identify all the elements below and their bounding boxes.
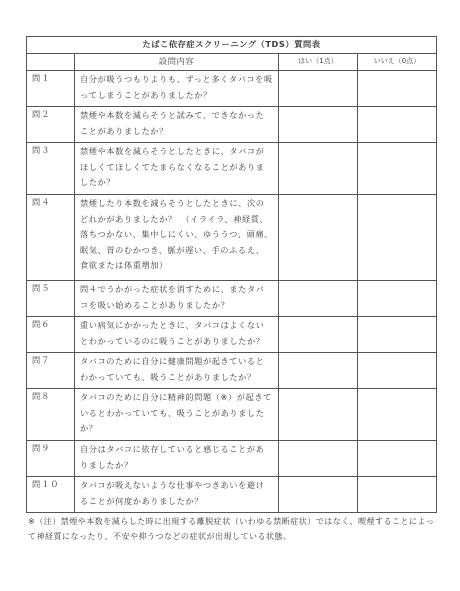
question-row [27,195,437,281]
answer-yes-cell[interactable] [279,143,358,195]
table-title-row [27,37,437,54]
answer-no-cell[interactable] [358,317,437,353]
question-text: 自分はタバコに依存していると感じることがありましたか？ [75,441,279,477]
header-number-cell [27,54,75,71]
answer-yes-cell[interactable] [279,353,358,389]
question-row [27,107,437,143]
question-number: 問７ [27,353,75,389]
question-number: 問４ [27,195,75,281]
question-text: タバコのために自分に健康問題が起きているとわかっていても、吸うことがありましたか？ [75,353,279,389]
answer-no-cell[interactable] [358,107,437,143]
answer-yes-cell[interactable] [279,195,358,281]
answer-yes-cell[interactable] [279,281,358,317]
answer-yes-cell[interactable] [279,107,358,143]
question-number: 問８ [27,389,75,441]
question-row [27,389,437,441]
question-row [27,71,437,107]
question-number: 問１ [27,71,75,107]
question-number: 問９ [27,441,75,477]
question-row [27,441,437,477]
answer-yes-cell[interactable] [279,441,358,477]
header-no: いいえ（0点） [358,54,437,71]
question-text: 禁煙や本数を減らそうと試みて、できなかったことがありましたか？ [75,107,279,143]
question-text: タバコのために自分に精神的問題（※）が起きているとわかっていても、吸うことがありましたか？ [75,389,279,441]
question-number: 問５ [27,281,75,317]
header-yes: はい（1点） [279,54,358,71]
question-row [27,281,437,317]
question-number: 問２ [27,107,75,143]
answer-yes-cell[interactable] [279,317,358,353]
question-text: 禁煙したり本数を減らそうとしたときに、次のどれかがありましたか？ （イライラ、神経質、落ちつかない、集中しにくい、ゆううつ、頭痛、眠気、胃のむかつき、脈が遅い、手のふるえ、食欲または体重増加） [75,195,279,281]
answer-no-cell[interactable] [358,477,437,513]
question-row [27,143,437,195]
answer-yes-cell[interactable] [279,71,358,107]
question-row [27,477,437,513]
question-number: 問３ [27,143,75,195]
footnote: ※（注）禁煙や本数を減らした時に出現する離脱症状（いわゆる禁断症状）ではなく、喫煙することによって神経質になったり、不安や抑うつなどの症状が出現している状態。 [28,517,435,541]
answer-no-cell[interactable] [358,195,437,281]
answer-no-cell[interactable] [358,143,437,195]
question-number: 問６ [27,317,75,353]
question-text: 重い病気にかかったときに、タバコはよくないとわかっているのに吸うことがありましたか？ [75,317,279,353]
question-text: タバコが吸えないような仕事やつきあいを避けることが何度かありましたか？ [75,477,279,513]
answer-no-cell[interactable] [358,71,437,107]
header-question: 設問内容 [75,54,279,71]
answer-no-cell[interactable] [358,389,437,441]
question-row [27,317,437,353]
answer-yes-cell[interactable] [279,389,358,441]
question-number: 問１０ [27,477,75,513]
answer-no-cell[interactable] [358,441,437,477]
question-text: 禁煙や本数を減らそうとしたときに、タバコがほしくてほしくてたまらなくなることがありましたか？ [75,143,279,195]
answer-no-cell[interactable] [358,281,437,317]
table-title: たばこ依存症スクリーニング（TDS）質問表 [27,37,437,54]
answer-no-cell[interactable] [358,353,437,389]
answer-yes-cell[interactable] [279,477,358,513]
question-text: 問４でうかがった症状を消すために、またタバコを吸い始めることがありましたか？ [75,281,279,317]
table-header-row [27,54,437,71]
tds-questionnaire-table [26,36,437,513]
question-row [27,353,437,389]
question-text: 自分が吸うつもりよりも、ずっと多くタバコを吸ってしまうことがありましたか？ [75,71,279,107]
